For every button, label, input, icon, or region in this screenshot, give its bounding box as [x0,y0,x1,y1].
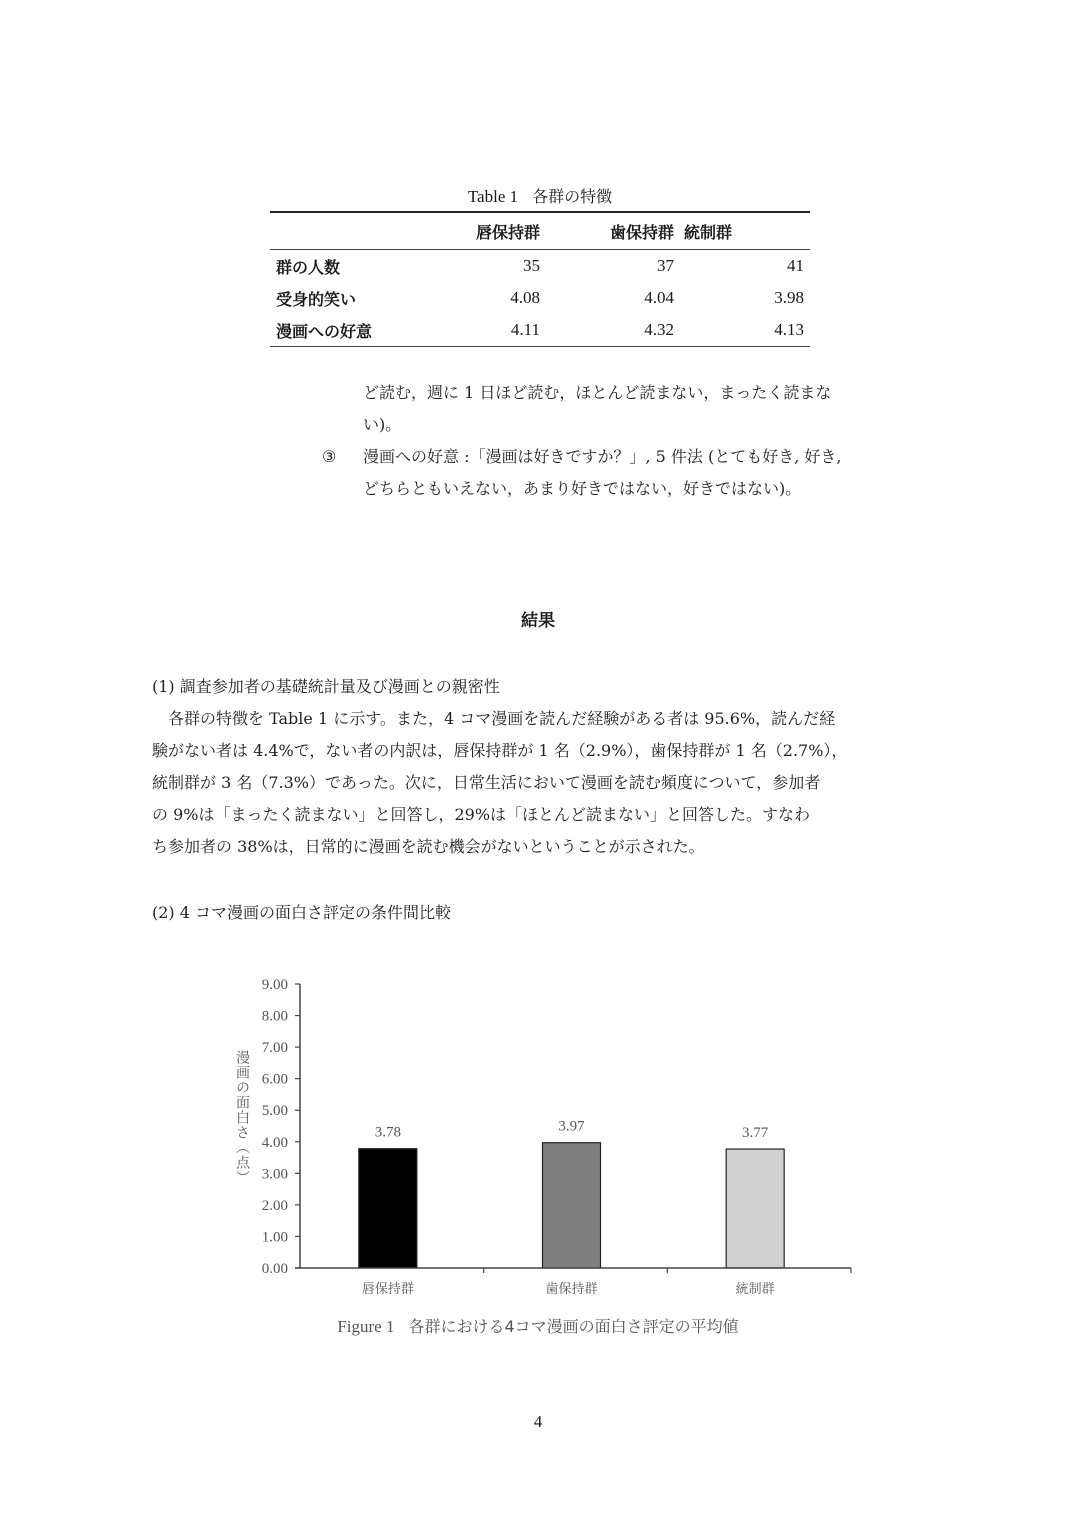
figure-caption-label: Figure 1 [337,1317,395,1336]
section-title-results: 結果 [521,611,555,631]
text-line: 統制群が 3 名（7.3%）であった。次に，日常生活において漫画を読む頻度について，参加者 [152,773,821,792]
table-cell: 35 [523,256,540,275]
text-line: ち参加者の 38%は，日常的に漫画を読む機会がないということが示された。 [152,837,705,856]
page-number: 4 [533,1412,543,1431]
table-cell: 4.32 [644,320,674,339]
y-tick-label: 2.00 [261,1197,288,1214]
bar [359,1149,417,1268]
table-row [270,282,810,314]
table-cell: 37 [657,256,674,275]
table-header-cell: 歯保持群 [609,222,674,242]
table-caption [270,184,810,207]
table-cell: 3.98 [774,288,804,307]
bars [359,1119,784,1268]
table-row [270,314,810,347]
table-cell: 4.13 [774,320,804,339]
text-line: どちらともいえない，あまり好きではない，好きではない)。 [363,479,802,498]
bar [543,1143,601,1268]
text-line: い)。 [363,415,402,434]
text-line: 漫画への好意 :「漫画は好きですか？」, 5 件法 (とても好き, 好き, [363,447,842,466]
x-axis-labels [362,1268,851,1297]
y-axis-label: 漫画の面白さ（点） [234,1050,250,1185]
y-tick-label: 3.00 [261,1166,288,1183]
text-line: ど読む，週に 1 日ほど読む，ほとんど読まない，まったく読まな [363,383,832,402]
item-3-marker: ③ [322,447,337,466]
table-cell: 4.08 [510,288,540,307]
x-tick-label: 唇保持群 [361,1282,414,1297]
table-header-row [270,212,810,250]
y-axis-ticks [262,977,300,1277]
text-line: 験がない者は 4.4%で，ない者の内訳は，唇保持群が 1 名（2.9%），歯保持群が 1 名（2.7%）， [152,741,848,760]
y-tick-label: 1.00 [261,1229,288,1246]
bar-data-label: 3.77 [742,1125,769,1142]
method-item-3 [363,441,933,505]
table-caption-label: Table 1 [467,187,519,206]
y-tick-label: 7.00 [261,1040,288,1057]
y-tick-label: 8.00 [261,1008,288,1025]
subsection-1-title: (1) 調査参加者の基礎統計量及び漫画との親密性 [152,677,500,696]
subsection-1-body [152,703,932,863]
y-tick-label: 5.00 [261,1103,288,1120]
table-row-label: 漫画への好意 [276,321,373,341]
table-header-cell [270,212,404,250]
table-row [270,250,810,283]
bar-chart [220,970,860,1310]
table-header-cell: 唇保持群 [475,222,540,242]
table-row-label: 群の人数 [276,257,341,277]
bar [726,1149,784,1268]
y-tick-label: 4.00 [261,1134,288,1151]
y-tick-label: 0.00 [261,1261,288,1277]
method-item-2-continued [363,377,933,441]
y-tick-label: 9.00 [261,977,288,993]
bar-data-label: 3.78 [374,1124,401,1141]
subsection-2-title: (2) 4 コマ漫画の面白さ評定の条件間比較 [152,903,452,922]
table-cell: 41 [787,256,804,275]
text-line: の 9%は「まったく読まない」と回答し，29%は「ほとんど読まない」と回答した。すなわ [152,805,811,824]
table-cell: 4.11 [510,320,540,339]
bar-data-label: 3.97 [558,1118,585,1135]
text-line: 各群の特徴を Table 1 に示す。また，4 コマ漫画を読んだ経験がある者は 95.6%，読んだ経 [152,709,836,728]
table-cell: 4.04 [644,288,674,307]
table-caption-title: 各群の特徴 [532,187,613,206]
figure-caption-title: 各群における4コマ漫画の面白さ評定の平均値 [408,1317,739,1336]
figure-caption [0,1314,1076,1337]
table-header-cell: 統制群 [684,222,733,242]
characteristics-table [270,211,810,347]
y-tick-label: 6.00 [261,1071,288,1088]
x-tick-label: 歯保持群 [545,1282,598,1297]
table-row-label: 受身的笑い [276,289,357,309]
x-tick-label: 統制群 [735,1282,775,1297]
